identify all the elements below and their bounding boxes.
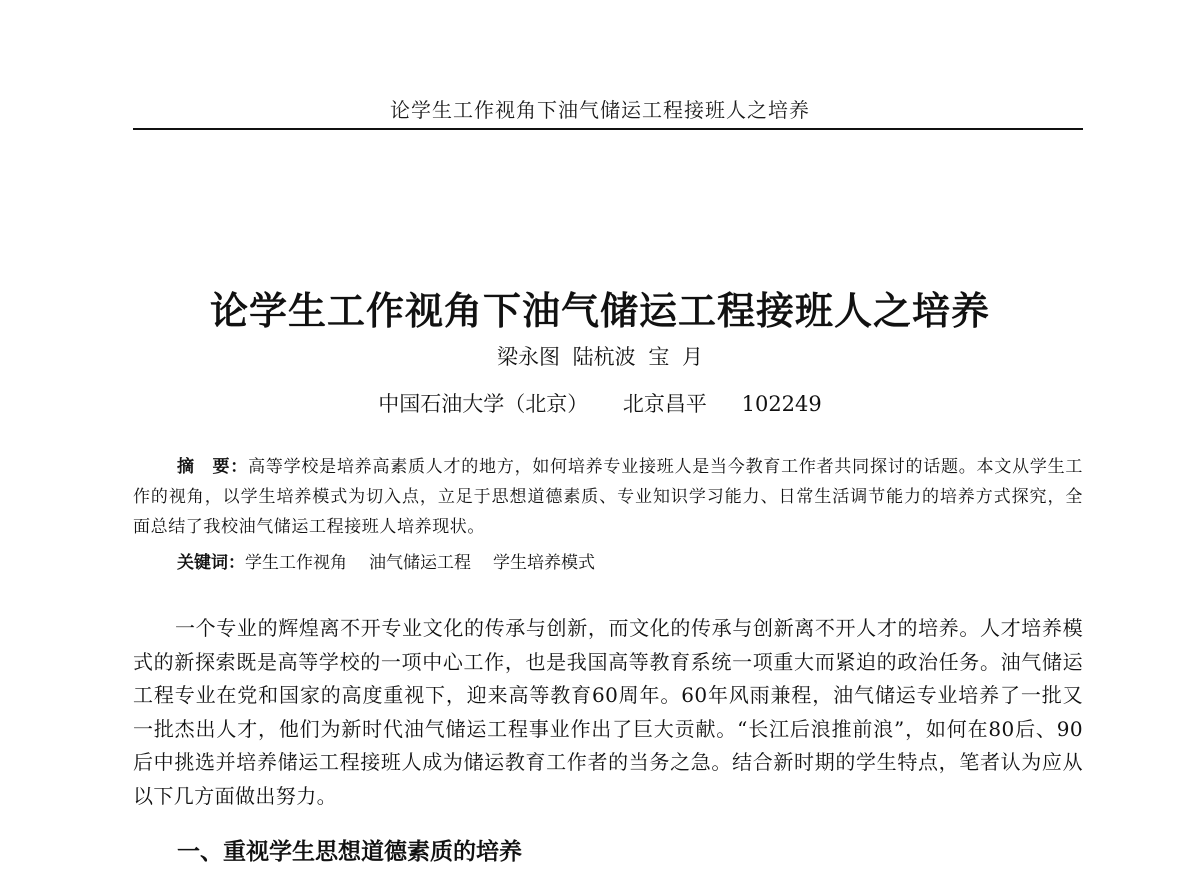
header-rule	[133, 128, 1083, 130]
affiliation	[0, 388, 1200, 418]
author-name: 宝 月	[648, 345, 704, 369]
keyword: 学生工作视角	[245, 553, 347, 573]
author-name: 梁永图	[496, 345, 560, 369]
author-list	[0, 341, 1200, 371]
affiliation-location: 北京昌平	[622, 392, 707, 416]
abstract-text: 高等学校是培养高素质人才的地方，如何培养专业接班人是当今教育工作者共同探讨的话题。本文从学生工作的视角，以学生培养模式为切入点，立足于思想道德素质、专业知识学习能力、日常生活调节能力的培养方式探究，全面总结了我校油气储运工程接班人培养现状。	[133, 457, 1083, 537]
author-name: 陆杭波	[572, 345, 636, 369]
keyword: 油气储运工程	[369, 553, 471, 573]
paper-title: 论学生工作视角下油气储运工程接班人之培养	[209, 288, 990, 333]
running-header: 论学生工作视角下油气储运工程接班人之培养	[390, 98, 810, 122]
keywords	[177, 548, 617, 573]
keywords-label: 关键词：	[177, 553, 245, 573]
body-paragraph: 一个专业的辉煌离不开专业文化的传承与创新，而文化的传承与创新离不开人才的培养。人才培养模式的新探索既是高等学校的一项中心工作，也是我国高等教育系统一项重大而紧迫的政治任务。油气储运工程专业在党和国家的高度重视下，迎来高等教育60周年。60年风雨兼程，油气储运专业培养了一批又一批杰出人才，他们为新时代油气储运工程事业作出了巨大贡献。“长江后浪推前浪”，如何在80后、90后中挑选并培养储运工程接班人成为储运教育工作者的当务之急。结合新时期的学生特点，笔者认为应从以下几方面做出努力。	[133, 616, 1083, 808]
keyword: 学生培养模式	[493, 553, 595, 573]
affiliation-institution: 中国石油大学（北京）	[378, 392, 589, 416]
abstract-label: 摘 要：	[177, 457, 249, 477]
affiliation-postcode: 102249	[741, 392, 822, 416]
abstract	[133, 452, 1083, 542]
section-heading: 一、重视学生思想道德素质的培养	[177, 839, 522, 865]
